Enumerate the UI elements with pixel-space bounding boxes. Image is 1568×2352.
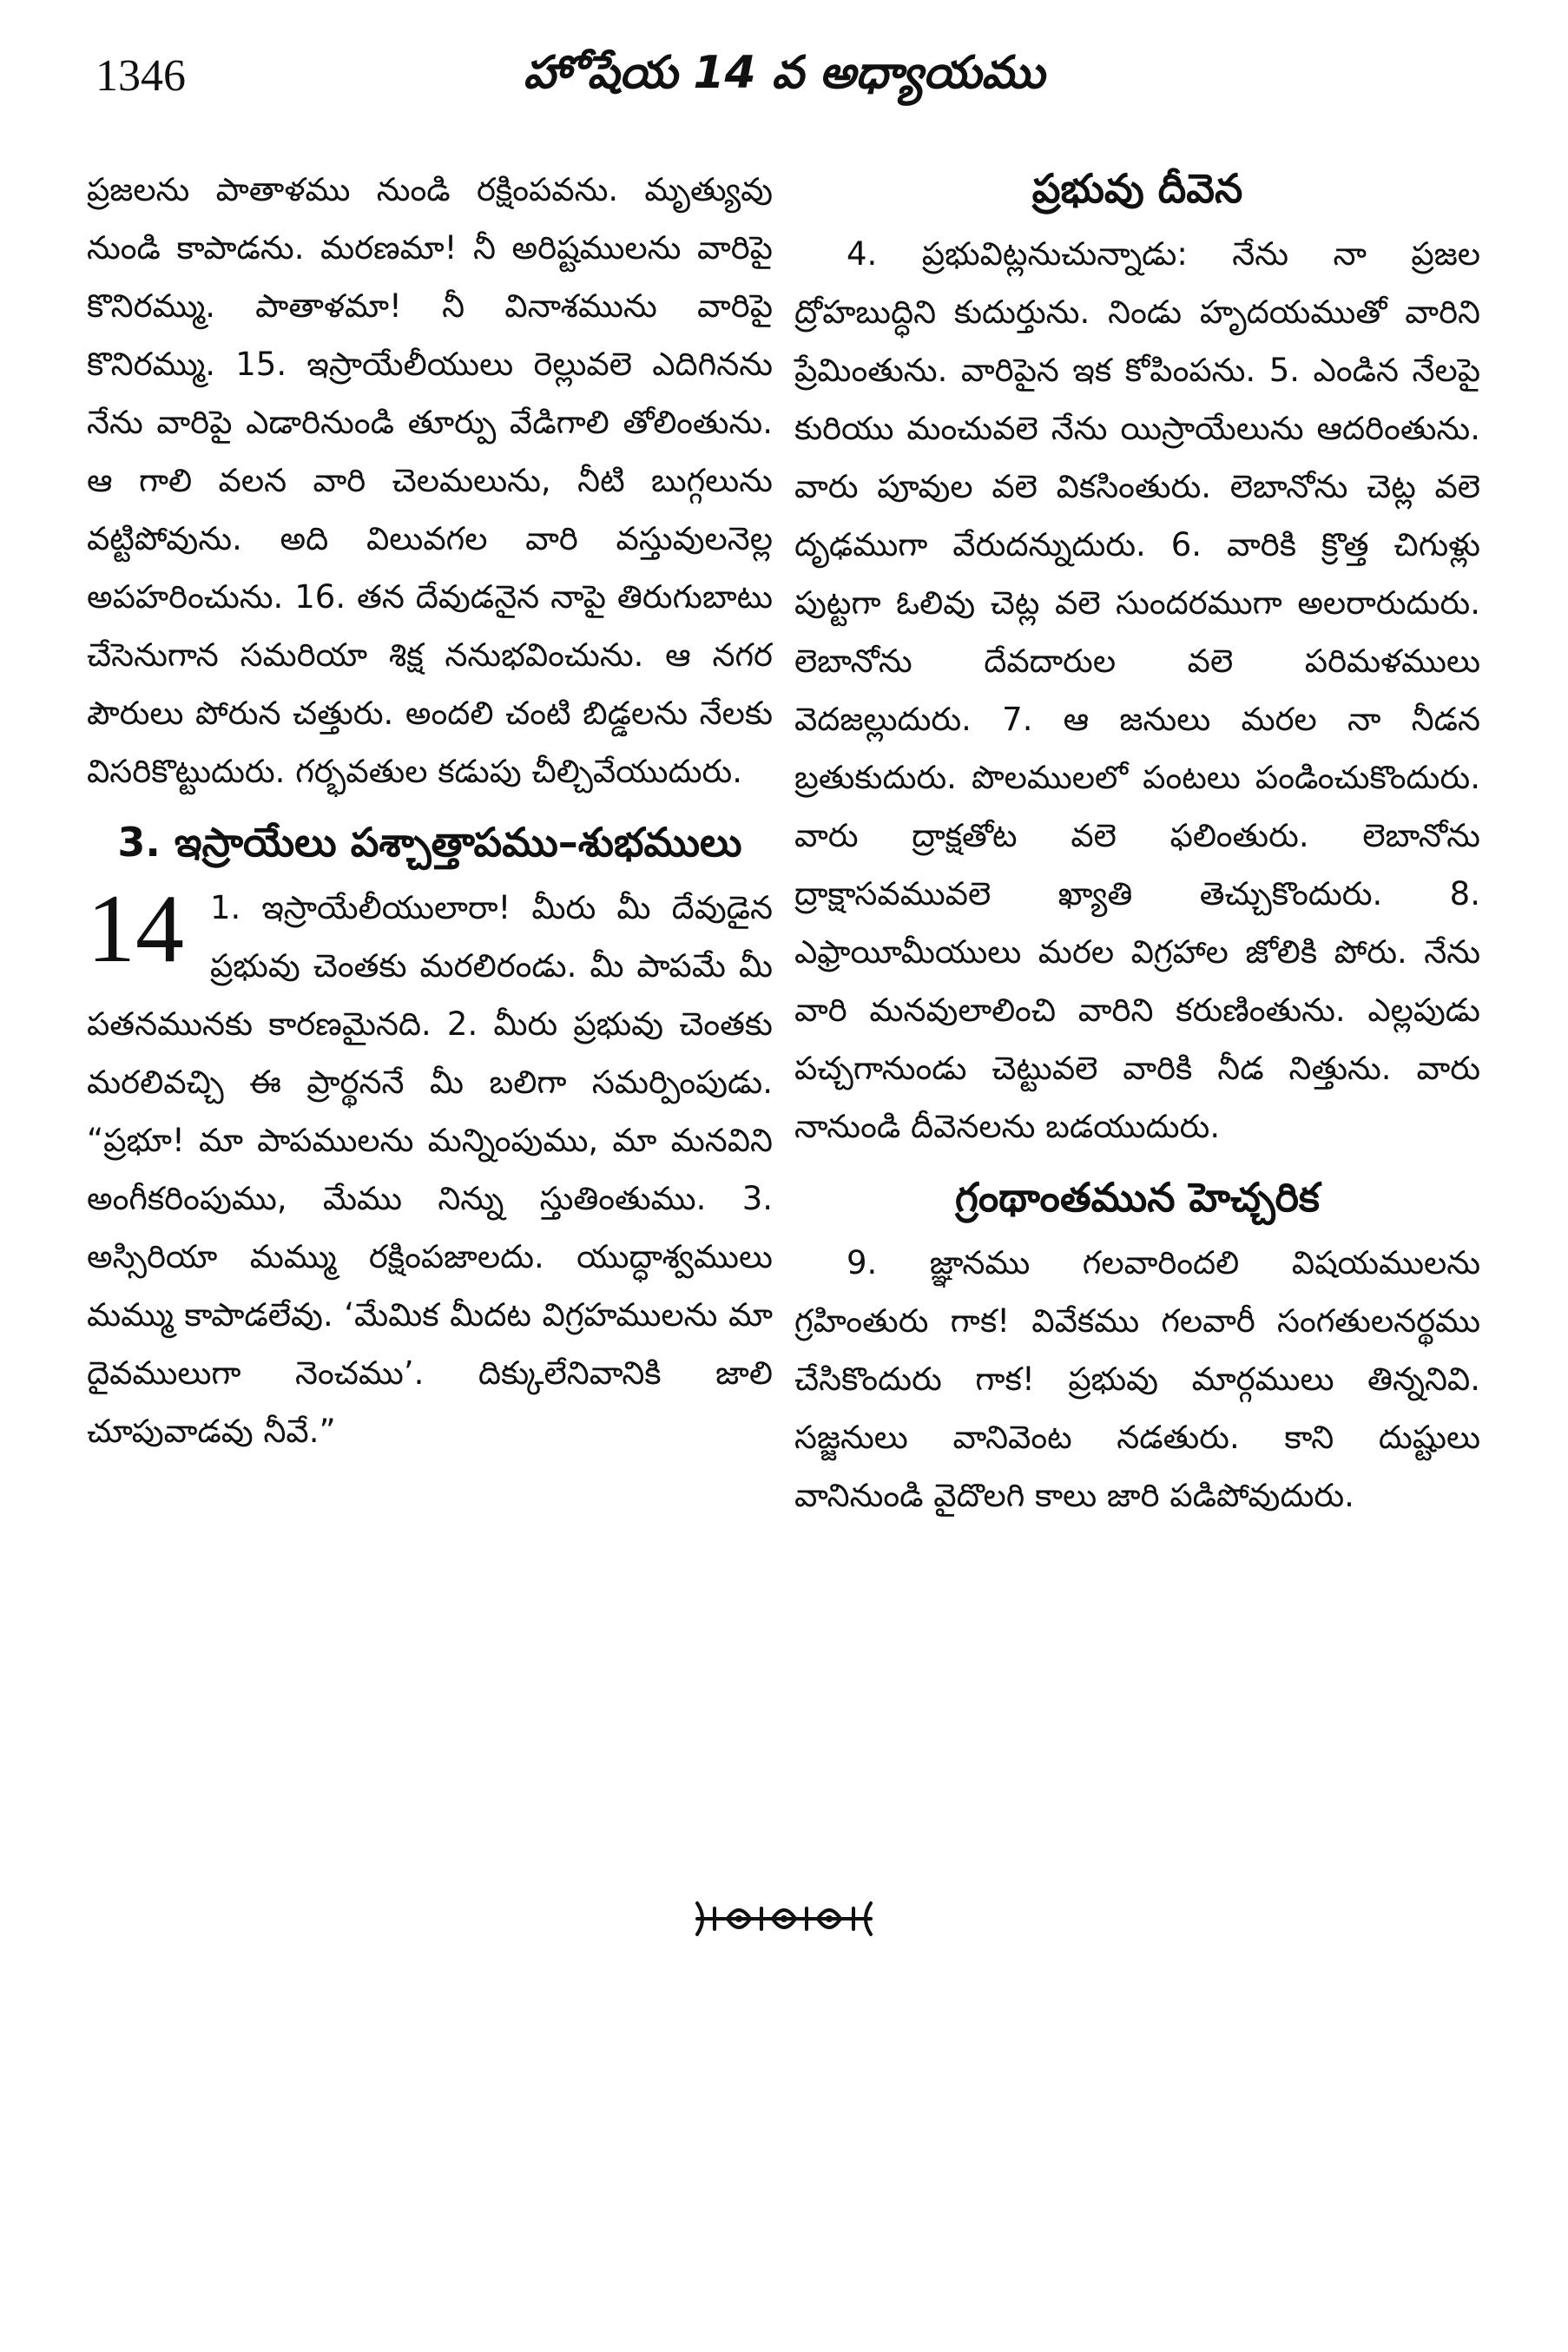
- chapter-number: 14: [87, 875, 184, 983]
- heading-blessing: ప్రభువు దీవెన: [1031, 165, 1243, 212]
- end-ornament: [0, 1893, 1568, 1948]
- final-warning-paragraph: 9. జ్ఞానము గలవారిందలి విషయములను గ్రహింతురు గాక! వివేకము గలవారీ సంగతులనర్థము చేసికొందురు గాక! ప్రభువు మార్గములు తిన్ననివి. సజ్జనులు వానివెంట నడతురు. కాని దుష్టులు వానినుండి వైదొలగి కాలు జారి పడిపోవుదురు.: [794, 1244, 1480, 1514]
- running-head: హోషేయ 14 వ అధ్యాయము: [523, 47, 1045, 99]
- right-column: [794, 161, 1480, 1525]
- chapter-paragraph: 1. ఇస్రాయేలీయులారా! మీరు మీ దేవుడైన ప్రభువు చెంతకు మరలిరండు. మీ పాపమే మీ పతనమునకు కారణమైనది. 2. మీరు ప్రభువు చెంతకు మరలివచ్చి ఈ ప్రార్థననే మీ బలిగా సమర్పింపుడు. “ప్రభూ! మా పాపములను మన్నింపుము, మా మనవిని అంగీకరింపుము, మేము నిన్ను స్తుతింతుము. 3. అస్సిరియా మమ్ము రక్షింపజాలదు. యుద్ధాశ్వములు మమ్ము కాపాడలేవు. ‘మేమిక మీదట విగ్రహములను మా దైవములుగా నెంచము’. దిక్కులేనివానికి జాలి చూపువాడవు నీవే.”: [87, 889, 773, 1450]
- page-header: [0, 35, 1568, 113]
- heading-final-warning: గ్రంథాంతమున హెచ్చరిక: [955, 1174, 1320, 1221]
- decorative-vine-ornament-icon: [688, 1893, 880, 1945]
- chapter-start: [87, 875, 773, 1460]
- section-heading: 3. ఇస్రాయేలు పశ్చాత్తాపము–శుభములు: [117, 819, 742, 866]
- page-number: 1346: [96, 51, 186, 101]
- continued-paragraph: ప్రజలను పాతాళము నుండి రక్షింపవను. మృత్యువు నుండి కాపాడను. మరణమా! నీ అరిష్టములను వారిపై కొనిరమ్ము. పాతాళమా! నీ వినాశమును వారిపై కొనిరమ్ము. 15. ఇస్రాయేలీయులు రెల్లువలె ఎదిగినను నేను వారిపై ఎడారినుండి తూర్పు వేడిగాలి తోలింతును. ఆ గాలి వలన వారి చెలమలును, నీటి బుగ్గలును వట్టిపోవును. అది విలువగల వారి వస్తువులనెల్ల అపహరించును. 16. తన దేవుడనైన నాపై తిరుగుబాటు చేసెనుగాన సమరియా శిక్ష ననుభవించును. ఆ నగర పౌరులు పోరున చత్తురు. అందలి చంటి బిడ్డలను నేలకు విసరికొట్టుదురు. గర్భవతుల కడుపు చీల్చివేయుదురు.: [87, 171, 773, 790]
- blessing-paragraph: 4. ప్రభువిట్లనుచున్నాడు: నేను నా ప్రజల ద్రోహబుద్ధిని కుదుర్తును. నిండు హృదయముతో వారిని ప్రేమింతును. వారిపైన ఇక కోపింపను. 5. ఎండిన నేలపై కురియు మంచువలె నేను యిస్రాయేలును ఆదరింతును. వారు పూవుల వలె వికసింతురు. లెబానోను చెట్ల వలె దృఢముగా వేరుదన్నుదురు. 6. వారికి క్రొత్త చిగుళ్లు పుట్టగా ఓలివు చెట్ల వలె సుందరముగా అలరారుదురు. లెబానోను దేవదారుల వలె పరిమళములు వెదజల్లుదురు. 7. ఆ జనులు మరల నా నీడన బ్రతుకుదురు. పొలములలో పంటలు పండించుకొందురు. వారు ద్రాక్షతోట వలె ఫలింతురు. లెబానోను ద్రాక్షాసవమువలె ఖ్యాతి తెచ్చుకొందురు. 8. ఎఫ్రాయీమీయులు మరల విగ్రహాల జోలికి పోరు. నేను వారి మనవులాలించి వారిని కరుణింతును. ఎల్లపుడు పచ్చగానుండు చెట్టువలె వారికి నీడ నిత్తును. వారు నానుండి దీవెనలను బడయుదురు.: [794, 235, 1480, 1145]
- left-column: [87, 161, 773, 1460]
